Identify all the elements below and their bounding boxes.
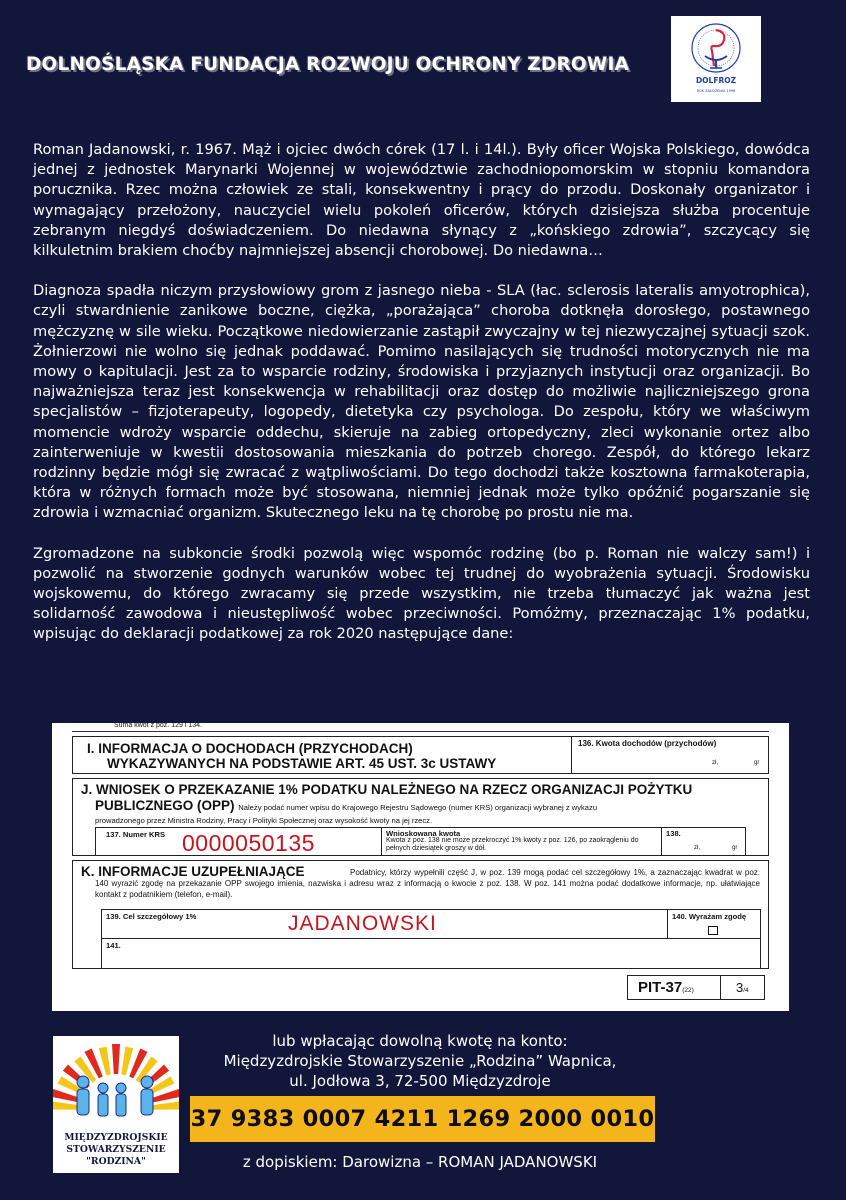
requested-amount xyxy=(381,828,661,856)
rodzina-logo xyxy=(53,1036,179,1173)
section-j-inline-note: Należy podać numer wpisu do Krajowego Rejestru Sądowego (numer KRS) organizacji wybranej z wykazu xyxy=(238,803,598,812)
section-j-note: prowadzonego przez Ministra Rodziny, Pracy i Polityki Społecznej oraz wysokość kwoty na jej rzecz. xyxy=(95,816,433,825)
unit-gr: gr xyxy=(754,760,760,766)
section-j-title-line1: J. WNIOSEK O PRZEKAZANIE 1% PODATKU NALEŻNEGO NA RZECZ ORGANIZACJI POŻYTKU xyxy=(81,782,693,797)
field-136-label: 136. Kwota dochodów (przychodów) xyxy=(578,739,717,748)
field-140-consent xyxy=(667,910,761,938)
top-strip-text: Suma kwot z poz. 129 i 134. xyxy=(114,723,202,729)
pit-code: PIT-37 xyxy=(638,979,683,996)
section-j-title-line2: PUBLICZNEGO (OPP) xyxy=(95,798,235,813)
section-i-title xyxy=(87,741,496,771)
section-k-description: Podatnicy, którzy wypełnili część J, w poz. 139 mogą podać cel szczegółowy 1%, a zaznaczając kwadrat w poz. 140 wyrazić zgodę na przekazanie OPP swojego imienia, nazwiska i adresu wraz z informacją o kwocie z poz. 138. W poz. 141 można podać dodatkowe informacje, np. ułatwiające kontakt z podatnikiem (telefon, e-mail). xyxy=(95,868,760,899)
rodzina-logo-text xyxy=(53,1132,179,1168)
page-number: 3 xyxy=(736,980,744,995)
krs-number: 0000050135 xyxy=(182,830,315,856)
field-141-label: 141. xyxy=(106,941,121,950)
section-i-title-line2: WYKAZYWANYCH NA PODSTAWIE ART. 45 UST. 3c USTAWY xyxy=(107,756,497,771)
logo-text-line2: STOWARZYSZENIE xyxy=(66,1144,166,1155)
field-136 xyxy=(571,737,769,773)
consent-checkbox[interactable] xyxy=(708,926,718,935)
dolfroz-logo xyxy=(671,16,761,102)
section-j-title xyxy=(81,782,761,816)
unit-zl-138: zł, xyxy=(694,845,700,851)
logo-name: DOLFROZ xyxy=(695,76,737,85)
logo-text-line3: "RODZINA" xyxy=(86,1156,146,1167)
section-i-title-line1: I. INFORMACJA O DOCHODACH (PRZYCHODACH) xyxy=(87,741,413,756)
paragraph-2: Diagnoza spadła niczym przysłowiowy grom z jasnego nieba - SLA (łac. sclerosis lateralis amyotrophica), czyli stwardnienie zanikowe boczne, ciężka, „porażająca” choroba dotknęła dorosłego, postawnego mężczyznę w sile wieku. Początkowe niedowierzanie zastąpił zwyczajny w tej niezwyczajnej sytuacji szok. Żołnierzowi nie wolno się jednak poddawać. Pomimo nasilających się trudności motorycznych nie ma mowy o kapitulacji. Jest za to wsparcie rodziny, środowiska i przyjaznych instytucji oraz organizacji. Bo najważniejsza teraz jest konsekwencja w rehabilitacji oraz dostęp do możliwie najliczniejszego grona specjalistów – fizjoterapeuty, logopedy, dietetyka czy psychologa. Do zespołu, który we właściwym momencie wdroży wsparcie oddechu, skieruje na zabieg ortopedyczny, zleci wykonanie ortez albo zainterweniuje w kwestii dostosowania mieszkania do potrzeb chorego. Zespół, do którego lekarz rodzinny będzie mógł się zwracać z wątpliwościami. Do tego dochodzi także kosztowna farmakoterapia, która w różnych formach może być stosowana, niemniej jednak może tylko opóźnić pogarszanie się zdrowia i wzmacniać organizm. Skutecznego leku na tę chorobę po prostu nie ma. xyxy=(33,282,810,522)
donate-intro: lub wpłacając dowolną kwotę na konto: xyxy=(272,1032,568,1050)
section-j xyxy=(72,778,769,856)
form-top-strip xyxy=(72,723,769,732)
field-141 xyxy=(101,939,761,969)
page-total: /4 xyxy=(743,987,749,994)
logo-subtext: ROK ZAŁOŻENIA 1996 xyxy=(696,89,736,93)
section-i xyxy=(72,736,769,774)
section-k xyxy=(72,860,769,969)
tax-form-excerpt xyxy=(52,723,789,1011)
family-sun-logo-icon xyxy=(53,1036,179,1132)
logo-text-line1: MIĘDZYZDROJSKIE xyxy=(64,1132,168,1143)
krs-label: 137. Numer KRS xyxy=(106,830,166,839)
pit-version: (22) xyxy=(682,987,694,994)
consent-label: 140. Wyrażam zgodę xyxy=(672,912,747,921)
amount-description: Kwota z poz. 138 nie może przekroczyć 1% kwoty z poz. 126, po zaokrągleniu do pełnych dziesiątek groszy w dół. xyxy=(386,837,639,852)
field-139-goal xyxy=(101,909,761,939)
paragraph-3: Zgromadzone na subkoncie środki pozwolą więc wspomóc rodzinę (bo p. Roman nie walczy sam!) i pozwolić na stworzenie godnych warunków wobec tej trudnej do wyobrażenia sytuacji. Środowisku wojskowemu, do którego zwracamy się przede wszystkim, nie trzeba tłumaczyć jak ważna jest solidarność zawodowa i nieustępliwość wobec przeciwności. Pomóżmy, przeznaczając 1% podatku, wpisując do deklaracji podatkowej za rok 2020 następujące dane: xyxy=(33,544,810,643)
paragraph-1: Roman Jadanowski, r. 1967. Mąż i ojciec dwóch córek (17 l. i 14l.). Były oficer Wojska Polskiego, dowódca jednej z jednostek Marynarki Wojennej w województwie zachodniopomorskim w stopniu komandora porucznika. Rzec można człowiek ze stali, konsekwentny i prący do przodu. Doskonały organizator i wymagający przełożony, nauczyciel wielu pokoleń oficerów, których dzisiejsza służba procentuje zebranym niegdyś doświadczeniem. Do niedawna słynący z „końskiego zdrowia”, szczycący się kilkuletnim brakiem choćby najmniejszej absencji chorobowej. Do niedawna… xyxy=(33,141,810,260)
goal-value: JADANOWSKI xyxy=(288,912,437,935)
goal-label: 139. Cel szczegółowy 1% xyxy=(106,912,197,921)
field-138-label: 138. xyxy=(666,829,681,838)
recipient-name: Międzyzdrojskie Stowarzyszenie „Rodzina” Wapnica, xyxy=(223,1052,617,1070)
field-137-krs xyxy=(95,827,746,856)
pit-form-id xyxy=(627,975,765,1000)
page-title: DOLNOŚLĄSKA FUNDACJA ROZWOJU OCHRONY ZDROWIA xyxy=(26,54,630,75)
article-body xyxy=(33,140,810,645)
bank-account-number[interactable]: 37 9383 0007 4211 1269 2000 0010 xyxy=(190,1096,655,1142)
section-k-title: K. INFORMACJE UZUPEŁNIAJĄCE xyxy=(81,864,305,879)
field-138 xyxy=(661,828,746,856)
recipient-address: ul. Jodłowa 3, 72-500 Międzyzdroje xyxy=(289,1072,551,1090)
unit-zl: zł, xyxy=(712,760,718,766)
unit-gr-138: gr xyxy=(732,845,738,851)
amount-label: Wnioskowana kwota xyxy=(386,829,461,838)
transfer-note: z dopiskiem: Darowizna – ROMAN JADANOWSKI xyxy=(242,1153,598,1171)
